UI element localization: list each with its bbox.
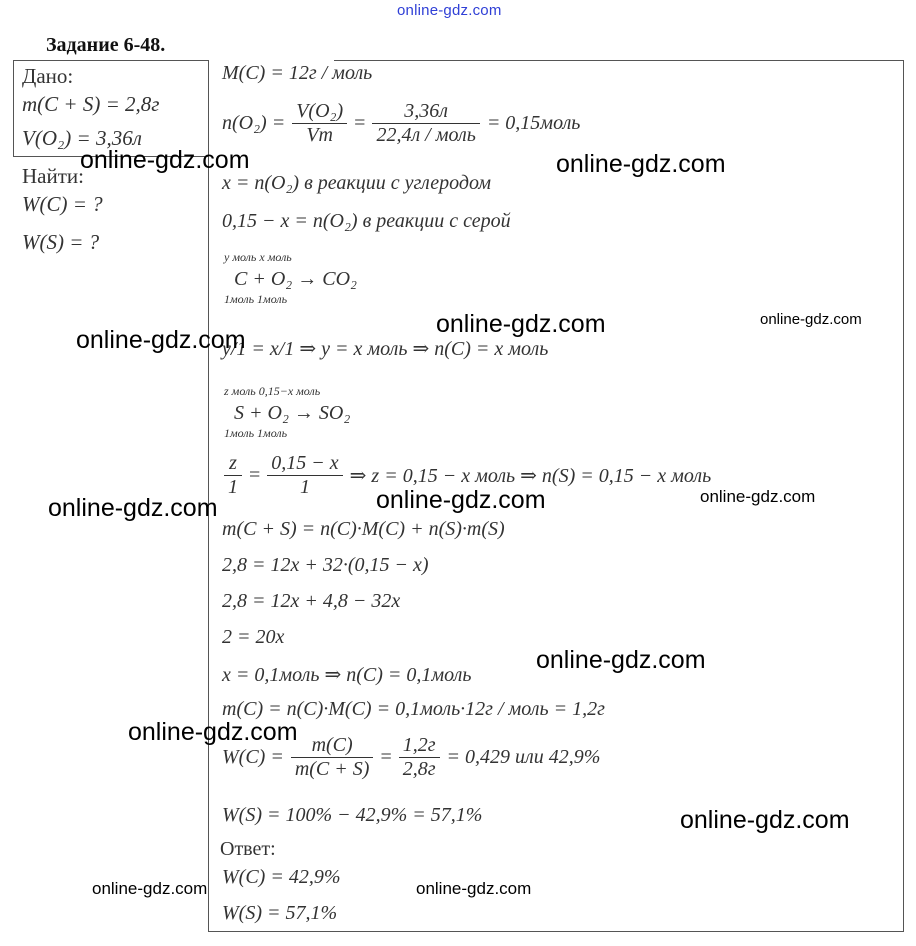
oxygen-sulfur-line: 0,15 − x = n(O₂) в реакции с серой bbox=[222, 210, 511, 232]
molar-mass-carbon: M(C) = 12г / моль bbox=[222, 62, 373, 84]
watermark: online-gdz.com bbox=[48, 494, 218, 522]
given-volume: V(O₂) = 3,36л bbox=[22, 126, 142, 150]
frame-top-left bbox=[13, 60, 209, 61]
reaction1-above: y моль x моль bbox=[224, 250, 292, 264]
watermark: online-gdz.com bbox=[700, 487, 816, 506]
substitution-line: 2,8 = 12x + 32·(0,15 − x) bbox=[222, 554, 429, 576]
reaction2-below: 1моль 1моль bbox=[224, 426, 288, 440]
mixture-mass-equation: m(C + S) = n(C)·M(C) + n(S)·m(S) bbox=[222, 518, 505, 540]
reaction1-below: 1моль 1моль bbox=[224, 292, 288, 306]
watermark: online-gdz.com bbox=[436, 310, 606, 338]
watermark: online-gdz.com bbox=[416, 879, 532, 898]
watermark: online-gdz.com bbox=[376, 486, 546, 514]
reaction1-equation: C + O₂ → CO₂ bbox=[234, 268, 357, 290]
oxygen-carbon-line: x = n(O₂) в реакции с углеродом bbox=[222, 172, 491, 194]
watermark: online-gdz.com bbox=[556, 150, 726, 178]
frame-right bbox=[903, 60, 904, 932]
find-label: Найти: bbox=[22, 164, 84, 188]
watermark: online-gdz.com bbox=[92, 879, 208, 898]
answer-label: Ответ: bbox=[220, 838, 276, 860]
frame-bottom bbox=[208, 931, 904, 932]
sulfur-proportion-line: $\frac{z}{1}$ = $\frac{0,15 - x}{1}$ ⇒ z = 0,15 − x моль ⇒ n(S) = 0,15 − x моль bbox=[222, 452, 711, 499]
given-label: Дано: bbox=[22, 64, 74, 88]
answer-sulfur: W(S) = 57,1% bbox=[222, 902, 338, 924]
task-title: Задание 6-48. bbox=[46, 34, 166, 56]
answer-carbon: W(C) = 42,9% bbox=[222, 866, 341, 888]
find-wc: W(C) = ? bbox=[22, 192, 103, 216]
x-value-line: x = 0,1моль ⇒ n(C) = 0,1моль bbox=[222, 664, 472, 686]
expansion-line: 2,8 = 12x + 4,8 − 32x bbox=[222, 590, 401, 612]
sulfur-fraction-line: W(S) = 100% − 42,9% = 57,1% bbox=[222, 804, 483, 826]
frame-left bbox=[13, 60, 14, 156]
find-ws: W(S) = ? bbox=[22, 230, 100, 254]
carbon-fraction-equation: W(C) = $\frac{m(C)}{m(C + S)}$ = $\frac{1,2г}{2,8г}$ = 0,429 или 42,9% bbox=[222, 734, 601, 780]
carbon-mass-line: m(C) = n(C)·M(C) = 0,1моль·12г / моль = 1,2г bbox=[222, 698, 605, 720]
watermark: online-gdz.com bbox=[536, 646, 706, 674]
reaction2-equation: S + O₂ → SO₂ bbox=[234, 402, 351, 424]
watermark: online-gdz.com bbox=[128, 718, 298, 746]
given-mass: m(C + S) = 2,8г bbox=[22, 92, 160, 116]
watermark: online-gdz.com bbox=[80, 146, 250, 174]
watermark: online-gdz.com bbox=[760, 311, 862, 328]
frame-top-right bbox=[334, 60, 904, 61]
header-watermark: online-gdz.com bbox=[397, 2, 502, 19]
simplified-line: 2 = 20x bbox=[222, 626, 285, 648]
carbon-proportion-line: y/1 = x/1 ⇒ y = x моль ⇒ n(C) = x моль bbox=[222, 338, 549, 360]
reaction2-above: z моль 0,15−x моль bbox=[224, 384, 321, 398]
oxygen-amount-equation: n(O₂) = $\frac{\text{V(O₂)}}{Vm}$ = $\frac{3,36л}{\text{22,4л / моль}}$ = 0,15моль bbox=[222, 100, 581, 146]
watermark: online-gdz.com bbox=[680, 806, 850, 834]
watermark: online-gdz.com bbox=[76, 326, 246, 354]
